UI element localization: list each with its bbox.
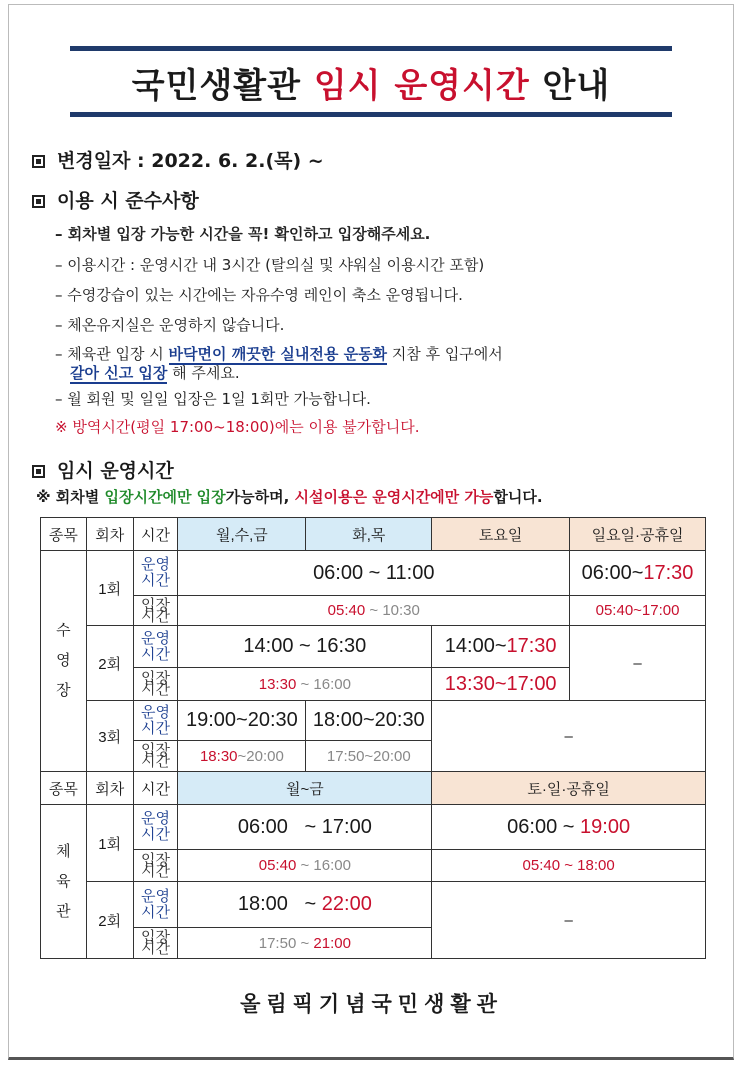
label-operating: 운영 시간 [133,551,178,596]
cell-entry: 05:40~17:00 [570,596,706,626]
cell-entry: 13:30~17:00 [432,668,570,701]
rule-item: – 체온유지실은 운영하지 않습니다. [55,316,285,334]
table-row [41,882,706,928]
section-change-date: 변경일자 : 2022. 6. 2.(목) ~ [32,146,324,173]
schedule-table [40,517,706,959]
page-title: 국민생활관 임시 운영시간 안내 [131,66,611,106]
label-operating: 운영 시간 [133,805,178,850]
table-row [41,850,706,882]
rule-item-shoes: – 체육관 입장 시 바닥면이 깨끗한 실내전용 운동화 지참 후 입구에서 [55,345,503,363]
cell-entry: 17:50 ~ 21:00 [178,928,432,959]
cell-entry: 17:50~20:00 [306,741,432,772]
table-row [41,701,706,741]
round-label: 2회 [86,882,133,959]
cell-op: 19:00~20:30 [178,701,306,741]
table-row [41,596,706,626]
label-entry: 입장 시간 [133,928,178,959]
cell-op: 14:00 ~ 16:30 [178,626,432,668]
label-entry: 입장 시간 [133,741,178,772]
hours-note: ※ 회차별 입장시간에만 입장가능하며, 시설이용은 운영시간에만 가능합니다. [36,488,543,506]
cell-closed: – [432,701,706,772]
label-entry: 입장 시간 [133,596,178,626]
cell-entry: 05:40 ~ 18:00 [432,850,706,882]
footer-org-name: 올림픽기념국민생활관 [240,992,503,1016]
col-weekend: 토·일·공휴일 [432,772,706,805]
rule-item: – 수영강습이 있는 시간에는 자유수영 레인이 축소 운영됩니다. [55,286,463,304]
label-operating: 운영 시간 [133,626,178,668]
header-row [41,772,706,805]
cell-op: 06:00 ~ 11:00 [178,551,570,596]
bullet-square-icon [32,465,45,478]
cell-closed: – [570,626,706,701]
cell-closed: – [432,882,706,959]
col-sun-holiday: 일요일·공휴일 [570,518,706,551]
cell-op: 06:00 ~ 19:00 [432,805,706,850]
table-row [41,551,706,596]
round-label: 3회 [86,701,133,772]
section-rules: 이용 시 준수사항 [32,186,199,213]
table-row [41,805,706,850]
facility-gym: 체 육 관 [41,805,87,959]
rule-item-warning: ※ 방역시간(평일 17:00~18:00)에는 이용 불가합니다. [55,418,420,436]
cell-entry: 13:30 ~ 16:00 [178,668,432,701]
label-operating: 운영 시간 [133,701,178,741]
round-label: 1회 [86,805,133,882]
col-round: 회차 [86,518,133,551]
col-round: 회차 [86,772,133,805]
cell-entry: 05:40 ~ 16:00 [178,850,432,882]
rule-item: – 회차별 입장 가능한 시간을 꼭! 확인하고 입장해주세요. [55,225,431,243]
section-hours: 임시 운영시간 [32,456,174,483]
col-weekdays: 월~금 [178,772,432,805]
rule-item: – 이용시간 : 운영시간 내 3시간 (탈의실 및 샤워실 이용시간 포함) [55,256,485,274]
col-mwf: 월,수,금 [178,518,306,551]
header-row [41,518,706,551]
table-row [41,626,706,668]
cell-op: 06:00~17:30 [570,551,706,596]
label-entry: 입장 시간 [133,850,178,882]
bullet-square-icon [32,195,45,208]
round-label: 1회 [86,551,133,626]
cell-op: 14:00~17:30 [432,626,570,668]
col-time: 시간 [133,518,178,551]
rule-item: – 월 회원 및 일일 입장은 1일 1회만 가능합니다. [55,390,371,408]
label-entry: 입장 시간 [133,668,178,701]
bullet-square-icon [32,155,45,168]
col-sat: 토요일 [432,518,570,551]
cell-entry: 18:30~20:00 [178,741,306,772]
col-type: 종목 [41,518,87,551]
title-top-rule [70,46,672,51]
cell-op: 18:00~20:30 [306,701,432,741]
round-label: 2회 [86,626,133,701]
col-tue-thu: 화,목 [306,518,432,551]
rule-item-shoes-cont: 갈아 신고 입장 해 주세요. [70,364,240,382]
cell-op: 18:00 ~ 22:00 [178,882,432,928]
cell-op: 06:00 ~ 17:00 [178,805,432,850]
cell-entry: 05:40 ~ 10:30 [178,596,570,626]
col-time: 시간 [133,772,178,805]
title-bottom-rule [70,112,672,117]
col-type: 종목 [41,772,87,805]
label-operating: 운영 시간 [133,882,178,928]
title-banner [70,46,672,118]
facility-swimming-pool: 수 영 장 [41,551,87,772]
